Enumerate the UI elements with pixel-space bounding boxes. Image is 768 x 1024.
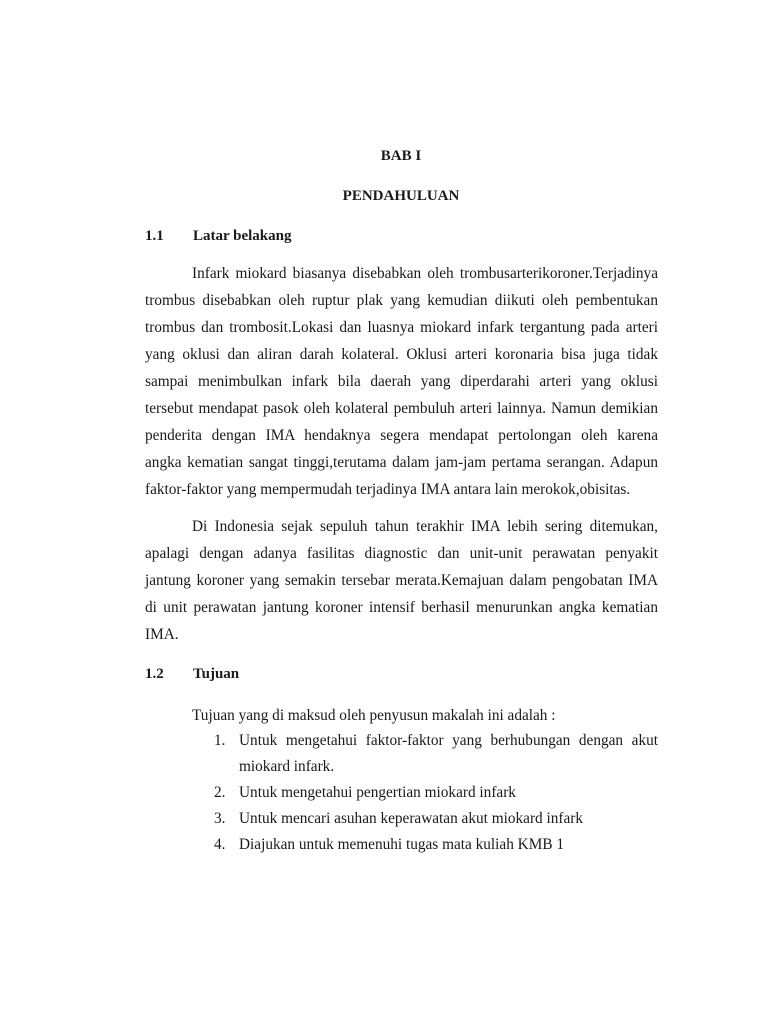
tujuan-intro: Tujuan yang di maksud oleh penyusun makalah ini adalah : (192, 707, 556, 724)
list-item-text: Untuk mencari asuhan keperawatan akut miokard infark (239, 810, 584, 827)
chapter-label: BAB I (380, 148, 422, 164)
paragraph-line: penderita dengan IMA hendaknya segera mendapat pertolongan oleh karena (145, 427, 658, 444)
paragraph-line: IMA. (145, 626, 179, 643)
list-item (214, 784, 658, 810)
paragraph-line: di unit perawatan jantung koroner intensif berhasil menurunkan angka kematian (145, 599, 658, 616)
paragraph-latar-belakang-2 (145, 518, 658, 653)
list-item-text: Diajukan untuk memenuhi tugas mata kuliah KMB 1 (239, 836, 565, 853)
list-item (214, 836, 658, 862)
paragraph-latar-belakang-1 (145, 265, 658, 508)
list-number: 3. (214, 810, 226, 827)
list-number: 4. (214, 836, 226, 853)
list-number: 1. (214, 732, 226, 749)
paragraph-line: jantung koroner yang semakin tersebar merata.Kemajuan dalam pengobatan IMA (145, 572, 658, 589)
list-item-text: Untuk mengetahui faktor-faktor yang berhubungan dengan akut (239, 732, 658, 749)
tujuan-list (214, 732, 658, 862)
section-heading-latar-belakang (145, 227, 292, 245)
list-item (214, 810, 658, 836)
paragraph-line: angka kematian sangat tinggi,terutama dalam jam-jam pertama serangan. Adapun (145, 454, 658, 471)
section-title: Tujuan (193, 666, 240, 682)
list-number: 2. (214, 784, 226, 801)
paragraph-line: Infark miokard biasanya disebabkan oleh trombusarterikoroner.Terjadinya (192, 265, 658, 282)
paragraph-line: trombus dan trombosit.Lokasi dan luasnya miokard infark tergantung pada arteri (145, 319, 658, 336)
section-title: Latar belakang (193, 228, 292, 244)
list-item (214, 732, 658, 784)
paragraph-line: apalagi dengan adanya fasilitas diagnostic dan unit-unit perawatan penyakit (145, 545, 658, 562)
list-item-text: Untuk mengetahui pengertian miokard infark (239, 784, 516, 801)
paragraph-line: sampai menimbulkan infark bila daerah yang diperdarahi arteri yang oklusi (145, 373, 658, 390)
paragraph-line: yang oklusi dan aliran darah kolateral. Oklusi arteri koronaria bisa juga tidak (145, 346, 658, 363)
section-number: 1.2 (145, 666, 164, 682)
chapter-title: PENDAHULUAN (342, 188, 460, 204)
section-number: 1.1 (145, 228, 164, 244)
paragraph-line: faktor-faktor yang mempermudah terjadinya IMA antara lain merokok,obisitas. (145, 481, 631, 498)
paragraph-line: Di Indonesia sejak sepuluh tahun terakhir IMA lebih sering ditemukan, (192, 518, 658, 535)
list-item-text: miokard infark. (239, 758, 335, 775)
paragraph-line: trombus disebabkan oleh ruptur plak yang kemudian diikuti oleh pembentukan (145, 292, 658, 309)
section-heading-tujuan (145, 665, 239, 683)
paragraph-line: tersebut mendapat pasok oleh kolateral pembuluh arteri lainnya. Namun demikian (145, 400, 658, 417)
